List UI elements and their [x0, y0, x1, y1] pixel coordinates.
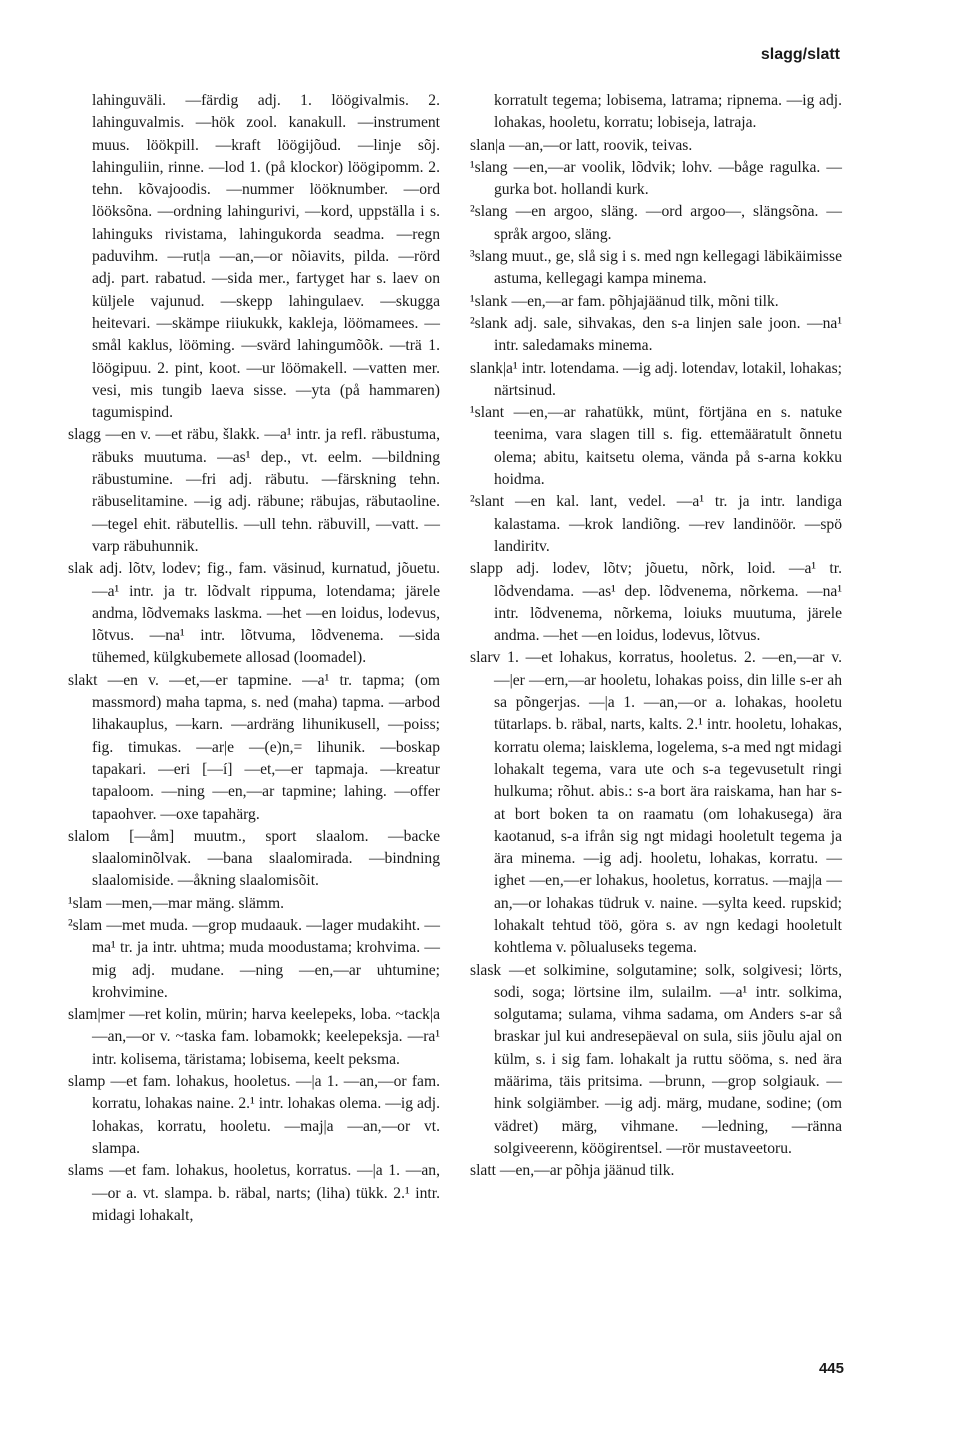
dictionary-entry: ¹slank —en,—ar fam. põhjajäänud tilk, mõni tilk.	[470, 292, 779, 310]
dictionary-entry: slapp adj. lodev, lõtv; jõuetu, nõrk, loid. —a¹ tr. lõdvendama. —as¹ dep. lõdvenema, nõrkema. —na¹ intr. lõdvenema, nõrkema, loiuks muutuma, järele andma. —het —en loidus, lodevus, lõtvus.	[470, 560, 842, 645]
dictionary-entry: slalom [—åm] muutm., sport slaalom. —backe slaalominõlvak. —bana slaalomirada. —bindning slaalomiside. —åkning slaalomisõit.	[68, 827, 440, 890]
dictionary-entry: slakt —en v. —et,—er tapmine. —a¹ tr. tapma; (om massmord) maha tapma, s. ned (maha) tapma. —arbod lihakauplus, —karn. —ardräng lihunikusell, —poiss; fig. timukas. —ar|e —(e)n,= lihunik. —boskap tapakari. —eri [—í] —et,—er tapmaja. —kreatur tapaloom. —ning —en,—ar tapmine; lahing. —offer tapaohver. —oxe tapahärg.	[68, 671, 440, 823]
right-column	[470, 90, 842, 1183]
dictionary-entry: ¹slam —men,—mar mäng. slämm.	[68, 894, 285, 912]
dictionary-entry: slam|mer —ret kolin, mürin; harva keelepeks, loba. ~tack|a —an,—or v. ~taska fam. lobamokk; keelepeksja. —ra¹ intr. kolisema, täristama; lobisema, keelt peksma.	[68, 1006, 440, 1068]
dictionary-entry: ³slang muut., ge, slå sig i s. med ngn kellegagi läbikäimisse astuma, kellegagi kampa minema.	[470, 248, 842, 288]
dictionary-entry-continuation: korratult tegema; lobisema, latrama; ripnema. —ig adj. lohakas, hooletu, korratu; lobiseja, latraja.	[494, 92, 842, 132]
left-column	[68, 90, 440, 1227]
dictionary-entry: ²slank adj. sale, sihvakas, den s-a linjen sale joon. —na¹ intr. saledamaks minema.	[470, 314, 842, 355]
dictionary-entry: lahinguväli. —färdig adj. 1. löögivalmis. 2. lahinguvalmis. —hök zool. kanakull. —instrument muus. löökpill. —kraft löögijõud. —linje sõj. lahinguliin, rinne. —lod 1. (på klockor) löögipomm. 2. tehn. kõvajoodis. —nummer lööknumber. —ord lööksõna. —ordning lahingurivi, —kord, uppställa i s. lahinguks rivistama, lahingukorda seadma. —regn paduvihm. —rut|a —an,—or nõiavits, pilda. —rörd adj. part. rabatud. —sida mer., fartyget har s. laev on küljele vajunud. —skepp lahingulaev. —skugga heitevari. —skämpe riiukukk, kakleja, löömamees. —smål kaklus, lööming. —svärd lahingumõõk. —trä 1. löögipuu. 2. pint, koot. —ur löömakell. —vatten mer. vesi, mis tungib laeva sisse. —yta (på hammaren) tagumispind.	[92, 92, 440, 422]
dictionary-entry: slan|a —an,—or latt, roovik, teivas.	[470, 136, 693, 154]
dictionary-entry: slagg —en v. —et räbu, šlakk. —a¹ intr. ja refl. räbustuma, räbuks muutuma. —as¹ dep., vt. eelm. —bildning räbustumine. —fri adj. räbutu. —färskning tehn. räbuselitamine. —ig adj. räbune; räbujas, räbutaoline. —tegel ehit. räbutellis. —ull tehn. räbuvill, —vatt. —varp räbuhunnik.	[68, 426, 440, 555]
running-header-guide-words: slagg/slatt	[760, 46, 840, 63]
dictionary-entry: ²slam —met muda. —grop mudaauk. —lager mudakiht. —ma¹ tr. ja intr. uhtma; muda moodustama; krohvima. —mig adj. mudane. —ning —en,—ar uhtumine; krohvimine.	[68, 916, 440, 1001]
dictionary-entry: ¹slant —en,—ar rahatükk, münt, förtjäna en s. natuke teenima, vara slagen till s. fig. ettemääratult õnnetu olema; abitu, kaitsetu olema, vända på s-arna kokku hoidma.	[470, 404, 842, 489]
dictionary-entry: slak adj. lõtv, lodev; fig., fam. väsinud, kurnatud, jõuetu. —a¹ intr. ja tr. lõdvalt rippuma, lotendama; järele andma, lõdvemaks laskma. —het —en loidus, lodevus, lõtvus. —na¹ intr. lõtvuma, lõdvenema. —sida tühemed, külgkubemete allosad (loomadel).	[68, 560, 440, 667]
dictionary-entry: ²slant —en kal. lant, vedel. —a¹ tr. ja intr. landiga kalastama. —krok landiõng. —rev landinöör. —spö landiritv.	[470, 493, 842, 555]
page-number: 445	[818, 1360, 844, 1377]
dictionary-entry: slamp —et fam. lohakus, hooletus. —|a 1. —an,—or fam. korratu, lohakas naine. 2.¹ intr. lohakas olema. —ig adj. lohakas, korratu, hooletu. —maj|a —an,—or vt. slampa.	[68, 1073, 440, 1157]
dictionary-entry: slatt —en,—ar põhja jäänud tilk.	[470, 1162, 675, 1180]
dictionary-entry: ¹slang —en,—ar voolik, lõdvik; lohv. —båge ragulka. —gurka bot. hollandi kurk.	[470, 158, 842, 199]
dictionary-entry: ²slang —en argoo, släng. —ord argoo—, slängsõna. —språk argoo, släng.	[470, 203, 842, 243]
dictionary-entry: slams —et fam. lohakus, hooletus, korratus. —|a 1. —an,—or a. vt. slampa. b. räbal, narts; (liha) tükk. 2.¹ intr. midagi lohakalt,	[68, 1162, 440, 1224]
dictionary-entry: slask —et solkimine, solgutamine; solk, solgivesi; lörts, sodi, soga; lörtsine ilm, sulailm. —a¹ intr. solkima, solgutama; sulama, vihma sadama, om Anders s-ar så braskar jul kui andresepäeval on sula, siis jõulu ajal on külm, s. i sig fam. lohakalt ja ruttu sööma, s. ned ära määrima, täis pritsima. —brunn, —grop solgiauk. —hink solgiämber. —ig adj. märg, mudane, sodine; (om vädret) märg, vihmane. —ledning, —ränna solgiveerenn, köögirentsel. —rör mustaveetoru.	[470, 961, 842, 1157]
dictionary-entry: slank|a¹ intr. lotendama. —ig adj. lotendav, lotakil, lohakas; närtsinud.	[470, 359, 842, 399]
dictionary-entry: slarv 1. —et lohakus, korratus, hooletus. 2. —en,—ar v. —|er —ern,—ar hooletu, lohakas poiss, din lille s-er ah sa põngerjas. —|a 1. —an,—or a. lohakas, hooletu tütarlaps. b. räbal, narts, kalts. 2.¹ intr. hooletu, lohakas, korratu olema; laisklema, logelema, s-a med ngt midagi lohakalt tegema, vara ute och s-a tegevusetult ringi hulkuma; rõhut. abis.: s-a bort ära raiskama, han har s-at bort boken ta on raamatu (om lohakusega) ära kaotanud, s-a ifrån sig ngt midagi hooletult tegema ja ära minema. —ig adj. hooletu, lohakas, korratu. —ighet —en,—er lohakus, hooletus, korratus. —maj|a —an,—or lohakas tüdruk v. naine. —sylta keed. rupskid; lohakalt tehtud töö, göra s. av ngn kedagi hooletult kohtlema v. põlualuseks tegema.	[470, 649, 842, 957]
